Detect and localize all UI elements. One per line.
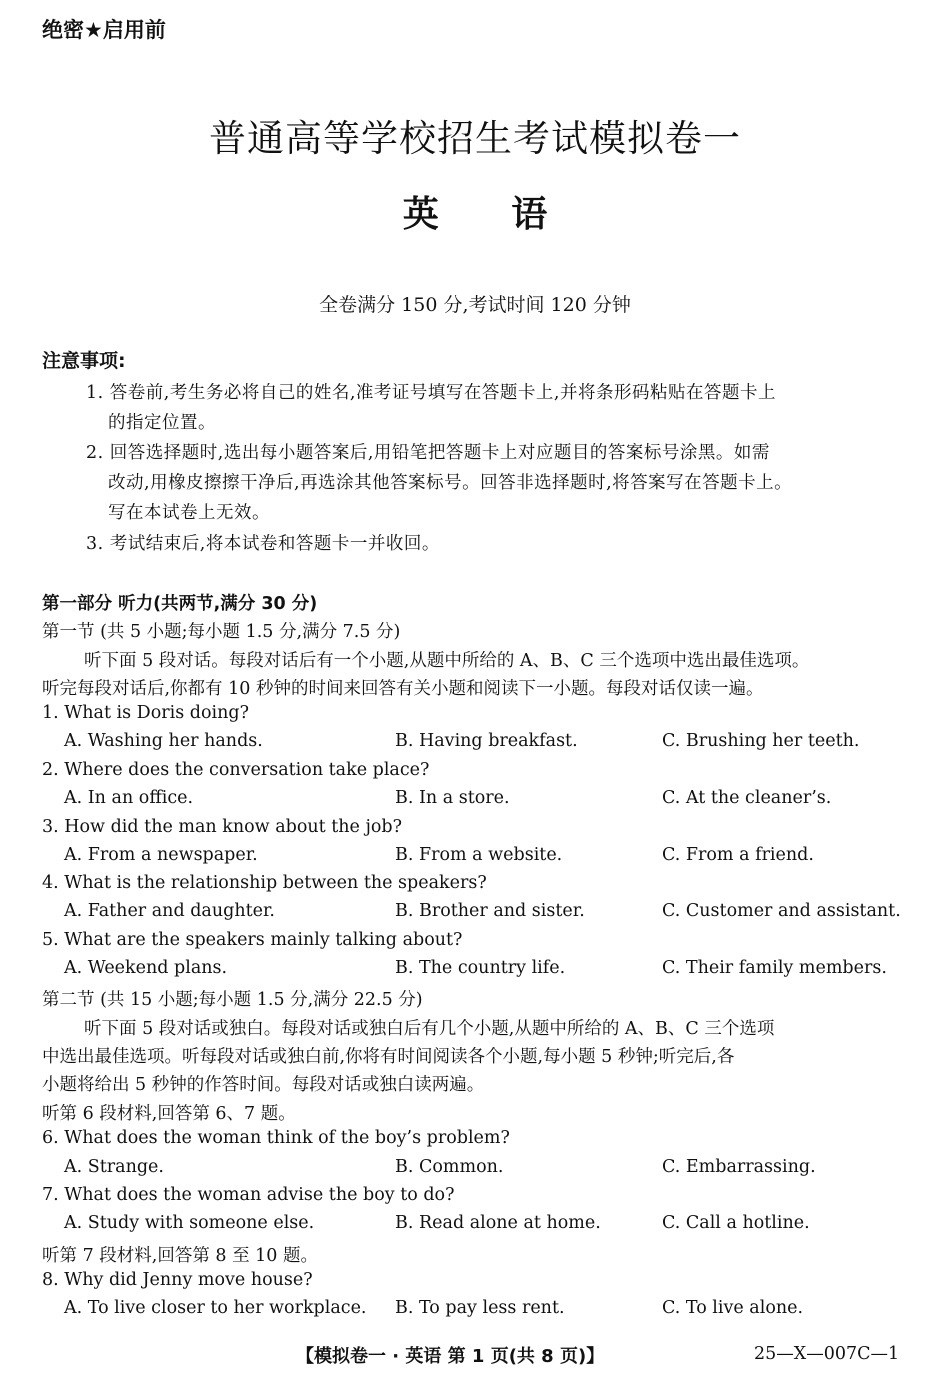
question-5-option-c: C. Their family members. xyxy=(662,958,887,978)
notice-item-3: 3. 考试结束后,将本试卷和答题卡一并收回。 xyxy=(86,534,440,554)
score-time-line: 全卷满分 150 分,考试时间 120 分钟 xyxy=(319,294,631,316)
question-3-option-a: A. From a newspaper. xyxy=(64,845,258,865)
section-2-heading: 第二节 (共 15 小题;每小题 1.5 分,满分 22.5 分) xyxy=(42,990,423,1010)
notice-item-1: 1. 答卷前,考生务必将自己的姓名,准考证号填写在答题卡上,并将条形码粘贴在答题卡上 xyxy=(86,383,776,403)
question-2-option-c: C. At the cleaner’s. xyxy=(662,788,832,808)
question-5-option-a: A. Weekend plans. xyxy=(64,958,228,978)
question-2-option-b: B. In a store. xyxy=(395,788,510,808)
section-2-instructions-cont: 中选出最佳选项。听每段对话或独白前,你将有时间阅读各个小题,每小题 5 秒钟;听完后,各 xyxy=(42,1047,735,1067)
question-1-option-a: A. Washing her hands. xyxy=(64,731,263,751)
question-8-option-c: C. To live alone. xyxy=(662,1298,804,1318)
notice-item-2-cont2: 写在本试卷上无效。 xyxy=(108,503,270,523)
section-2-instructions-cont2: 小题将给出 5 秒钟的作答时间。每段对话或独白读两遍。 xyxy=(42,1075,485,1095)
section-1-instructions: 听下面 5 段对话。每段对话后有一个小题,从题中所给的 A、B、C 三个选项中选出最佳选项。 xyxy=(84,651,810,671)
question-2: 2. Where does the conversation take place? xyxy=(42,760,430,780)
confidential-label: 绝密★启用前 xyxy=(42,18,166,42)
question-7-option-a: A. Study with someone else. xyxy=(64,1213,315,1233)
question-4-option-c: C. Customer and assistant. xyxy=(662,901,901,921)
notice-heading: 注意事项: xyxy=(42,350,126,372)
section-2-instructions: 听下面 5 段对话或独白。每段对话或独白后有几个小题,从题中所给的 A、B、C 三个选项 xyxy=(84,1019,775,1039)
question-1-option-b: B. Having breakfast. xyxy=(395,731,578,751)
exam-title: 普通高等学校招生考试模拟卷一 xyxy=(209,117,741,160)
subject-title: 英 语 xyxy=(402,194,548,235)
question-1: 1. What is Doris doing? xyxy=(42,703,249,723)
question-3-option-c: C. From a friend. xyxy=(662,845,814,865)
question-6-option-b: B. Common. xyxy=(395,1157,504,1177)
material-7-note: 听第 7 段材料,回答第 8 至 10 题。 xyxy=(42,1246,318,1266)
question-3: 3. How did the man know about the job? xyxy=(42,817,403,837)
question-8-option-b: B. To pay less rent. xyxy=(395,1298,565,1318)
paper-code: 25—X—007C—1 xyxy=(754,1344,900,1364)
question-3-option-b: B. From a website. xyxy=(395,845,563,865)
question-4: 4. What is the relationship between the speakers? xyxy=(42,873,487,893)
section-1-instructions-cont: 听完每段对话后,你都有 10 秒钟的时间来回答有关小题和阅读下一小题。每段对话仅读一遍。 xyxy=(42,679,764,699)
question-8-option-a: A. To live closer to her workplace. xyxy=(64,1298,367,1318)
question-6-option-a: A. Strange. xyxy=(64,1157,164,1177)
question-7-option-b: B. Read alone at home. xyxy=(395,1213,601,1233)
page-footer: 【模拟卷一 · 英语 第 1 页(共 8 页)】 xyxy=(296,1346,605,1367)
part-1-heading: 第一部分 听力(共两节,满分 30 分) xyxy=(42,594,318,614)
question-6-option-c: C. Embarrassing. xyxy=(662,1157,816,1177)
question-7: 7. What does the woman advise the boy to do? xyxy=(42,1185,455,1205)
question-8: 8. Why did Jenny move house? xyxy=(42,1270,313,1290)
question-5: 5. What are the speakers mainly talking about? xyxy=(42,930,463,950)
notice-item-2: 2. 回答选择题时,选出每小题答案后,用铅笔把答题卡上对应题目的答案标号涂黑。如需 xyxy=(86,443,770,463)
question-7-option-c: C. Call a hotline. xyxy=(662,1213,810,1233)
material-6-note: 听第 6 段材料,回答第 6、7 题。 xyxy=(42,1104,296,1124)
question-1-option-c: C. Brushing her teeth. xyxy=(662,731,860,751)
notice-item-2-cont: 改动,用橡皮擦擦干净后,再选涂其他答案标号。回答非选择题时,将答案写在答题卡上。 xyxy=(108,473,793,493)
question-2-option-a: A. In an office. xyxy=(64,788,194,808)
notice-item-1-cont: 的指定位置。 xyxy=(108,413,216,433)
question-4-option-b: B. Brother and sister. xyxy=(395,901,585,921)
question-4-option-a: A. Father and daughter. xyxy=(64,901,275,921)
question-5-option-b: B. The country life. xyxy=(395,958,566,978)
question-6: 6. What does the woman think of the boy’s problem? xyxy=(42,1128,510,1148)
section-1-heading: 第一节 (共 5 小题;每小题 1.5 分,满分 7.5 分) xyxy=(42,622,401,642)
